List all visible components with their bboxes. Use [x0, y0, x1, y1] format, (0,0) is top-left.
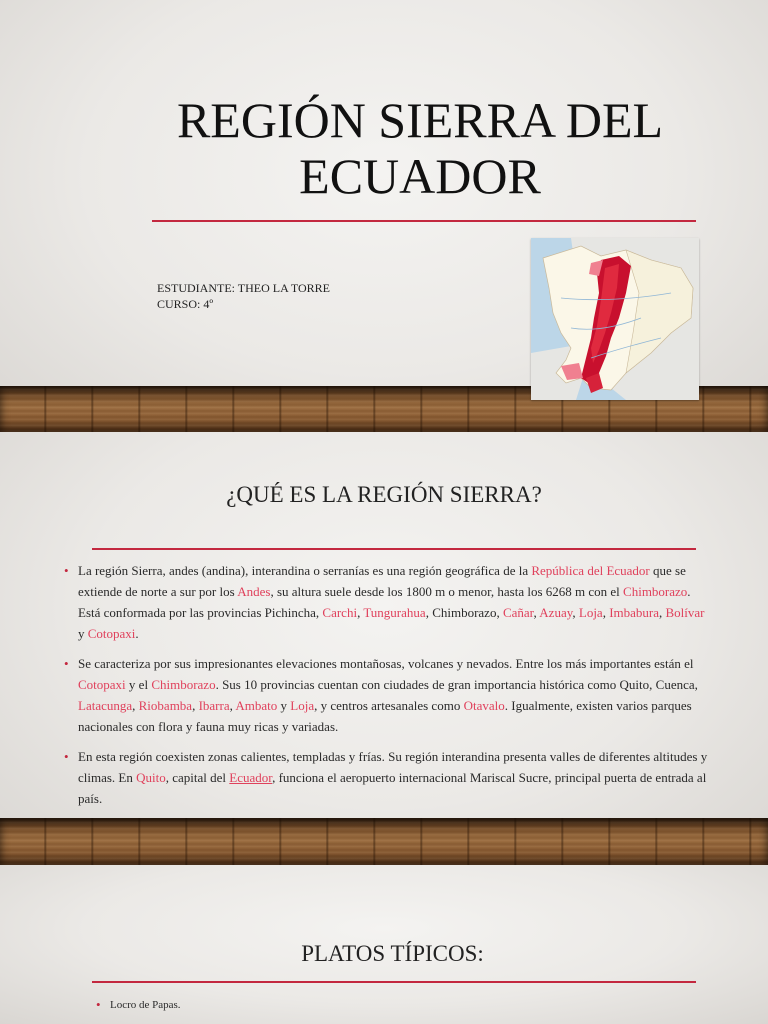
link-chimborazo[interactable]: Chimborazo [623, 584, 688, 599]
platos-divider [92, 981, 696, 983]
platos-list [92, 997, 692, 1022]
heading-divider [92, 548, 696, 550]
course-label: CURSO: 4º [157, 297, 214, 311]
link-canar[interactable]: Cañar [502, 605, 534, 620]
student-name: ESTUDIANTE: THEO LA TORRE [157, 281, 330, 295]
link-cotopaxi-2[interactable]: Cotopaxi [78, 677, 126, 692]
slide-platos [0, 865, 768, 1024]
page-title [110, 92, 730, 204]
link-azuay[interactable]: Azuay [539, 605, 573, 620]
link-ibarra[interactable]: Ibarra [198, 698, 230, 713]
title-line-1: REGIÓN SIERRA DEL [176, 92, 664, 148]
bullet-list [60, 560, 710, 818]
title-divider [152, 220, 696, 222]
link-chimborazo-2[interactable]: Chimborazo [151, 677, 216, 692]
link-quito[interactable]: Quito [136, 770, 166, 785]
link-andes[interactable]: Andes [237, 584, 271, 599]
bullet-item-2: • Se caracteriza por sus impresionantes elevaciones montañosas, volcanes y nevados. Entre los más importantes están el Cotopaxi y el Chimborazo. Sus 10 provincias cuentan con ciudades de gran importancia histórica como Quito, Cuenca, Latacunga, Riobamba, Ibarra, Ambato y Loja, y centros artesanales como Otavalo. Igualmente, existen varios parques nacionales con flora y fauna muy ricas y variadas. [60, 653, 710, 737]
link-riobamba[interactable]: Riobamba [138, 698, 193, 713]
ecuador-map-image [531, 238, 699, 400]
student-info [157, 280, 330, 312]
platos-item-1: • Locro de Papas. [92, 997, 692, 1013]
bullet-item-1: • La región Sierra, andes (andina), interandina o serranías es una región geográfica de la República del Ecuador que se extiende de norte a sur por los Andes, su altura suele desde los 1800 m o menor, hasta los 6268 m con el Chimborazo. Está conformada por las provincias Pichincha, Carchi, Tungurahua, Chimborazo, Cañar, Azuay, Loja, Imbabura, Bolívar y Cotopaxi. [60, 560, 710, 644]
link-tungurahua[interactable]: Tungurahua [363, 605, 426, 620]
slide-title [0, 0, 768, 432]
bullet-item-3: • En esta región coexisten zonas calientes, templadas y frías. Su región interandina presenta valles de diferentes altitudes y climas. En Quito, capital del Ecuador, funciona el aeropuerto internacional Mariscal Sucre, principal puerta de entrada al país. [60, 746, 710, 809]
link-cotopaxi[interactable]: Cotopaxi [87, 626, 136, 641]
link-imbabura[interactable]: Imbabura [609, 605, 660, 620]
section-heading: ¿QUÉ ES LA REGIÓN SIERRA? [226, 482, 542, 507]
wood-floor-2 [0, 818, 768, 865]
link-republica[interactable]: República del Ecuador [531, 563, 650, 578]
section-heading-platos: PLATOS TÍPICOS: [301, 941, 484, 966]
link-ecuador[interactable]: Ecuador [229, 770, 273, 785]
slide-what-is [0, 432, 768, 865]
ecuador-sierra-map-icon [531, 238, 699, 400]
link-loja[interactable]: Loja [578, 605, 603, 620]
link-latacunga[interactable]: Latacunga [78, 698, 133, 713]
link-otavalo[interactable]: Otavalo [463, 698, 505, 713]
link-loja-2[interactable]: Loja [290, 698, 315, 713]
link-carchi[interactable]: Carchi [322, 605, 358, 620]
link-ambato[interactable]: Ambato [235, 698, 278, 713]
link-bolivar[interactable]: Bolívar [665, 605, 705, 620]
title-line-2: ECUADOR [299, 148, 541, 204]
